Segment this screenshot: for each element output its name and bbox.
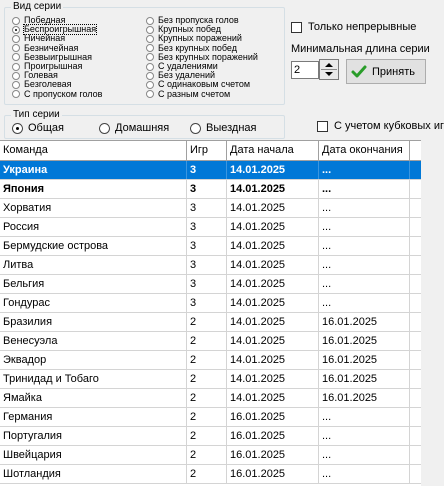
cell-games: 2	[187, 408, 227, 426]
cell-end-date: ...	[319, 408, 410, 426]
cell-games: 2	[187, 313, 227, 331]
cell-team: Гондурас	[0, 294, 187, 312]
continuous-only-checkbox[interactable]	[291, 20, 416, 34]
min-length-input[interactable]: 2	[291, 61, 319, 79]
cell-team: Швейцария	[0, 446, 187, 464]
cell-start-date: 14.01.2025	[227, 332, 319, 350]
cell-games: 2	[187, 370, 227, 388]
cell-start-date: 14.01.2025	[227, 294, 319, 312]
table-row[interactable]	[0, 275, 421, 294]
series-type-option-label: С пропуском голов	[24, 88, 103, 99]
min-length-spinner[interactable]	[319, 59, 339, 80]
series-type-radio-dot[interactable]	[146, 17, 154, 25]
cell-filler	[410, 180, 421, 198]
cell-start-date: 14.01.2025	[227, 199, 319, 217]
series-type-radio-dot[interactable]	[146, 72, 154, 80]
cell-games: 3	[187, 294, 227, 312]
cell-start-date: 14.01.2025	[227, 180, 319, 198]
checkmark-icon	[351, 64, 367, 80]
min-length-label: Минимальная длина серии	[291, 43, 430, 55]
cell-end-date: ...	[319, 465, 410, 483]
cell-start-date: 14.01.2025	[227, 237, 319, 255]
cell-end-date: 16.01.2025	[319, 370, 410, 388]
radio-general-label: Общая	[28, 122, 64, 134]
radio-home-dot[interactable]	[99, 123, 110, 134]
cup-games-checkbox[interactable]	[317, 119, 444, 133]
cell-filler	[410, 256, 421, 274]
cell-end-date: ...	[319, 199, 410, 217]
header-start-date[interactable]: Дата начала	[227, 141, 319, 160]
cell-team: Германия	[0, 408, 187, 426]
series-type-radio-dot[interactable]	[12, 26, 20, 34]
cell-filler	[410, 294, 421, 312]
cell-filler	[410, 275, 421, 293]
series-type-option-label: Крупных побед	[158, 24, 221, 35]
series-table[interactable]	[0, 140, 421, 486]
cell-filler	[410, 370, 421, 388]
series-type-radio-dot[interactable]	[12, 35, 20, 43]
table-body	[0, 161, 421, 484]
cell-start-date: 14.01.2025	[227, 389, 319, 407]
header-end-date[interactable]: Дата окончания	[319, 141, 410, 160]
series-type-option[interactable]	[12, 90, 102, 99]
cell-filler	[410, 161, 421, 179]
radio-home-label: Домашняя	[115, 122, 170, 134]
series-type-radio-dot[interactable]	[146, 26, 154, 34]
cell-games: 2	[187, 351, 227, 369]
table-row[interactable]	[0, 446, 421, 465]
series-type-option-label: Без удалений	[158, 70, 216, 81]
game-type-away[interactable]	[190, 121, 257, 135]
spin-down-icon	[325, 72, 333, 76]
cell-games: 2	[187, 427, 227, 445]
series-type-radio-dot[interactable]	[12, 44, 20, 52]
cell-team: Ямайка	[0, 389, 187, 407]
cell-team: Венесуэла	[0, 332, 187, 350]
cell-games: 2	[187, 389, 227, 407]
cell-games: 3	[187, 275, 227, 293]
series-type-option-label: Безничейная	[24, 42, 79, 53]
cell-games: 2	[187, 465, 227, 483]
cell-end-date: 16.01.2025	[319, 332, 410, 350]
cell-team: Литва	[0, 256, 187, 274]
cell-games: 2	[187, 446, 227, 464]
table-row[interactable]	[0, 370, 421, 389]
table-header	[0, 141, 421, 161]
series-type-option-label: С удалениями	[158, 61, 218, 71]
cell-start-date: 16.01.2025	[227, 408, 319, 426]
cell-start-date: 14.01.2025	[227, 218, 319, 236]
series-type-option-label: С разным счетом	[158, 88, 231, 99]
cell-start-date: 14.01.2025	[227, 275, 319, 293]
series-type-radio-dot[interactable]	[12, 63, 20, 71]
cup-games-label: С учетом кубковых иг	[334, 120, 444, 132]
cup-games-box[interactable]	[317, 121, 328, 132]
cell-filler	[410, 199, 421, 217]
series-type-radio-dot[interactable]	[146, 90, 154, 98]
series-type-title: Вид серии	[13, 1, 62, 12]
cell-start-date: 14.01.2025	[227, 370, 319, 388]
table-row[interactable]	[0, 408, 421, 427]
series-type-radio-dot[interactable]	[12, 72, 20, 80]
series-type-option-label: Голевая	[24, 70, 58, 81]
cell-end-date: 16.01.2025	[319, 351, 410, 369]
table-row[interactable]	[0, 465, 421, 484]
cell-games: 3	[187, 180, 227, 198]
series-type-radio-dot[interactable]	[146, 81, 154, 89]
series-type-radio-dot[interactable]	[146, 35, 154, 43]
table-row[interactable]	[0, 237, 421, 256]
table-row[interactable]	[0, 256, 421, 275]
table-row[interactable]	[0, 294, 421, 313]
series-type-option-label: Без пропуска голов	[158, 15, 239, 25]
cell-start-date: 14.01.2025	[227, 256, 319, 274]
cell-team: Россия	[0, 218, 187, 236]
cell-end-date: 16.01.2025	[319, 389, 410, 407]
cell-start-date: 14.01.2025	[227, 313, 319, 331]
series-type-radio-dot[interactable]	[12, 17, 20, 25]
series-type-option-label: Безголевая	[24, 79, 72, 90]
series-type-option-label: Проигрышная	[24, 61, 83, 71]
cell-team: Эквадор	[0, 351, 187, 369]
series-type-radio-dot[interactable]	[146, 44, 154, 52]
cell-end-date: ...	[319, 161, 410, 179]
series-type-radio-dot[interactable]	[12, 81, 20, 89]
game-type-home[interactable]	[99, 121, 169, 135]
series-type-option-label: Беспроигрышная	[24, 24, 97, 35]
series-type-option-label: С одинаковым счетом	[158, 79, 251, 90]
header-games[interactable]: Игр	[187, 141, 227, 160]
cell-team: Япония	[0, 180, 187, 198]
table-row[interactable]	[0, 313, 421, 332]
cell-filler	[410, 427, 421, 445]
cell-start-date: 16.01.2025	[227, 446, 319, 464]
continuous-only-box[interactable]	[291, 22, 302, 33]
cell-end-date: ...	[319, 237, 410, 255]
cell-end-date: ...	[319, 446, 410, 464]
table-row[interactable]	[0, 199, 421, 218]
cell-end-date: ...	[319, 294, 410, 312]
series-type-radio-dot[interactable]	[12, 53, 20, 61]
table-row[interactable]	[0, 161, 421, 180]
cell-team: Украина	[0, 161, 187, 179]
cell-filler	[410, 237, 421, 255]
series-type-option-label: Ничейная	[24, 33, 66, 44]
cell-filler	[410, 446, 421, 464]
cell-filler	[410, 408, 421, 426]
series-type-radio-dot[interactable]	[146, 53, 154, 61]
cell-filler	[410, 313, 421, 331]
cell-filler	[410, 465, 421, 483]
series-type-option-label: Крупных поражений	[158, 33, 242, 44]
series-type-option-label: Без крупных побед	[158, 42, 237, 53]
cell-end-date: ...	[319, 427, 410, 445]
cell-team: Шотландия	[0, 465, 187, 483]
continuous-only-label: Только непрерывные	[308, 21, 417, 33]
series-type-radio-dot[interactable]	[146, 63, 154, 71]
table-row[interactable]	[0, 389, 421, 408]
cell-end-date: 16.01.2025	[319, 313, 410, 331]
cell-filler	[410, 351, 421, 369]
cell-end-date: ...	[319, 275, 410, 293]
cell-end-date: ...	[319, 218, 410, 236]
header-team[interactable]: Команда	[0, 141, 187, 160]
cell-team: Бермудские острова	[0, 237, 187, 255]
accept-label: Принять	[372, 65, 415, 78]
cell-end-date: ...	[319, 180, 410, 198]
series-type-radio-dot[interactable]	[12, 90, 20, 98]
table-row[interactable]	[0, 351, 421, 370]
radio-away-dot[interactable]	[190, 123, 201, 134]
cell-team: Бразилия	[0, 313, 187, 331]
cell-team: Хорватия	[0, 199, 187, 217]
cell-end-date: ...	[319, 256, 410, 274]
series-type-option-label: Безвыигрышная	[24, 51, 92, 62]
radio-away-label: Выездная	[206, 122, 257, 134]
radio-general-dot[interactable]	[12, 123, 23, 134]
table-row[interactable]	[0, 427, 421, 446]
cell-games: 3	[187, 237, 227, 255]
cell-filler	[410, 218, 421, 236]
cell-games: 3	[187, 199, 227, 217]
table-row[interactable]	[0, 218, 421, 237]
series-type-option-label: Победная	[24, 15, 66, 25]
cell-games: 3	[187, 256, 227, 274]
cell-team: Португалия	[0, 427, 187, 445]
cell-filler	[410, 332, 421, 350]
cell-games: 3	[187, 161, 227, 179]
game-type-title: Тип серии	[13, 109, 60, 120]
cell-start-date: 14.01.2025	[227, 161, 319, 179]
table-row[interactable]	[0, 180, 421, 199]
series-type-option[interactable]	[146, 90, 230, 99]
cell-start-date: 16.01.2025	[227, 427, 319, 445]
cell-start-date: 16.01.2025	[227, 465, 319, 483]
cell-games: 3	[187, 218, 227, 236]
cell-filler	[410, 389, 421, 407]
cell-team: Тринидад и Тобаго	[0, 370, 187, 388]
game-type-general[interactable]	[12, 121, 64, 135]
table-row[interactable]	[0, 332, 421, 351]
accept-button[interactable]	[346, 59, 426, 84]
series-type-option-label: Без крупных поражений	[158, 51, 258, 62]
cell-team: Бельгия	[0, 275, 187, 293]
cell-games: 2	[187, 332, 227, 350]
header-filler	[410, 141, 421, 160]
spin-up-icon	[325, 63, 333, 67]
cell-start-date: 14.01.2025	[227, 351, 319, 369]
